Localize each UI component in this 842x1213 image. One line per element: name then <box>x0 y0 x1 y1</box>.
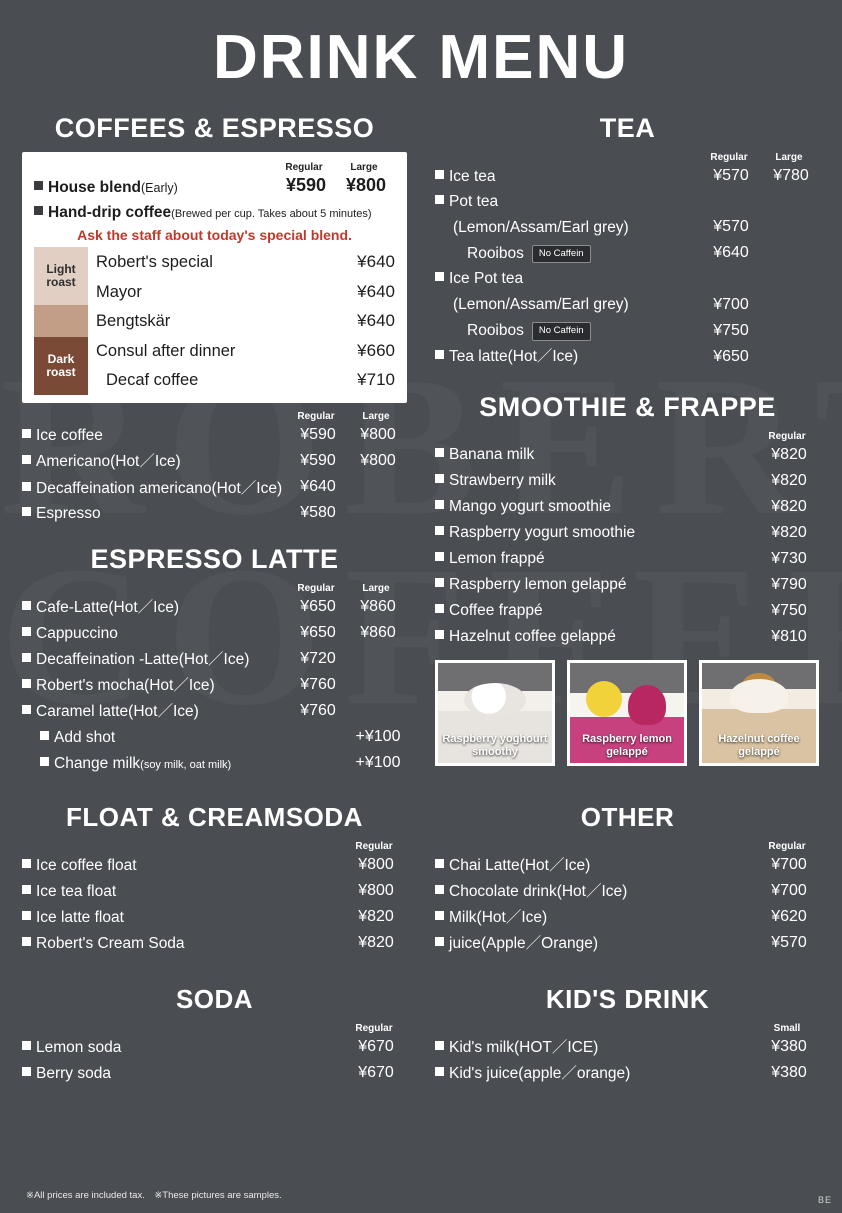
header-regular: Regular <box>355 1022 393 1034</box>
item-name: Banana milk <box>449 446 535 464</box>
no-caffein-badge: No Caffein <box>532 245 591 263</box>
float-column-headers <box>22 841 407 852</box>
other-section <box>421 792 820 956</box>
item-name: Pot tea <box>449 193 499 210</box>
item-name: (Lemon/Assam/Earl grey) <box>453 296 629 314</box>
item-name: Ice tea float <box>36 882 117 900</box>
tea-items <box>435 163 820 370</box>
menu-row <box>22 878 407 904</box>
item-name: Hazelnut coffee gelappé <box>449 628 616 646</box>
footnote: ※All prices are included tax. ※These pictures are samples. <box>26 1190 282 1201</box>
kids-section <box>421 974 820 1086</box>
menu-row <box>435 240 820 266</box>
menu-row <box>435 214 820 240</box>
menu-row <box>22 698 407 724</box>
roast-mid-band <box>34 305 88 337</box>
header-regular: Regular <box>768 430 806 442</box>
menu-row <box>435 292 820 318</box>
menu-row <box>435 598 820 624</box>
menu-row <box>22 620 407 646</box>
menu-row <box>96 277 395 307</box>
price-regular: ¥720 <box>300 649 336 667</box>
bullet-square-icon <box>435 500 444 509</box>
price-regular: ¥570 <box>771 933 807 951</box>
menu-row-option <box>22 724 407 750</box>
price-regular: ¥650 <box>713 347 749 365</box>
no-caffein-badge: No Caffein <box>532 322 591 340</box>
price-regular: ¥820 <box>771 523 807 541</box>
header-large: Large <box>775 152 803 163</box>
price-regular: ¥700 <box>713 295 749 313</box>
item-name: Tea latte(Hot／Ice) <box>449 348 579 366</box>
price-regular: ¥650 <box>300 597 336 615</box>
photo-raspberry-lemon-gelappe <box>567 660 687 766</box>
section-title-coffees: COFFEES & ESPRESSO <box>54 113 375 143</box>
bullet-square-icon <box>435 474 444 483</box>
soda-items <box>22 1034 407 1086</box>
menu-row <box>435 624 820 650</box>
item-name: Mango yogurt smoothie <box>449 498 611 516</box>
bullet-square-icon <box>435 911 444 920</box>
header-regular: Regular <box>768 840 806 852</box>
menu-row <box>435 1060 820 1086</box>
item-name: Ice coffee float <box>36 856 137 874</box>
bullet-square-icon <box>435 885 444 894</box>
menu-row <box>435 494 820 520</box>
menu-row <box>22 1060 407 1086</box>
price-regular: ¥570 <box>713 167 749 184</box>
menu-row <box>435 468 820 494</box>
price-regular: ¥670 <box>358 1063 394 1081</box>
menu-row-option <box>22 750 407 776</box>
item-name: Cappuccino <box>36 624 118 642</box>
bullet-square-icon <box>435 526 444 535</box>
menu-row <box>22 904 407 930</box>
menu-row <box>22 930 407 956</box>
bullet-square-icon <box>435 448 444 457</box>
item-name: Americano(Hot／Ice) <box>36 452 181 470</box>
page-title: DRINK MENU <box>212 23 630 92</box>
price-regular: ¥640 <box>300 477 336 495</box>
roast-light-label: Light roast <box>34 247 88 305</box>
price-large: ¥860 <box>360 597 396 615</box>
item-name: Mayor <box>96 282 142 301</box>
right-column <box>421 103 820 776</box>
menu-row <box>22 852 407 878</box>
item-name: Robert's mocha(Hot／Ice) <box>36 676 215 694</box>
bullet-square-icon <box>22 507 31 516</box>
roast-dark-label: Dark roast <box>34 337 88 395</box>
coffee-column-headers <box>22 411 407 422</box>
section-title-tea: TEA <box>599 113 656 143</box>
price-regular: ¥590 <box>300 451 336 469</box>
menu-row <box>435 520 820 546</box>
item-name: juice(Apple／Orange) <box>449 934 599 952</box>
menu-row <box>22 646 407 672</box>
item-name: (Lemon/Assam/Earl grey) <box>453 219 629 236</box>
smoothie-photos <box>435 660 820 766</box>
item-name: Chai Latte(Hot／Ice) <box>449 856 591 874</box>
photo-caption: Raspberry lemon gelappé <box>582 733 672 758</box>
price-regular: ¥790 <box>771 575 807 593</box>
price-regular: ¥620 <box>771 907 807 925</box>
price-regular: ¥650 <box>300 623 336 641</box>
section-title-float: FLOAT & CREAMSODA <box>66 801 363 832</box>
hand-drip-box <box>22 152 407 403</box>
header-large: Large <box>362 410 390 422</box>
bullet-square-icon <box>22 601 31 610</box>
item-price: ¥640 <box>357 252 395 272</box>
price-regular: ¥590 <box>300 425 336 443</box>
header-large: Large <box>350 162 378 173</box>
kids-column-headers <box>435 1023 820 1034</box>
section-title-smoothie: SMOOTHIE & FRAPPE <box>479 391 776 422</box>
item-price: ¥640 <box>357 281 395 301</box>
header-large: Large <box>362 582 390 594</box>
menu-row <box>22 500 407 526</box>
menu-row <box>435 318 820 344</box>
section-title-other: OTHER <box>580 801 675 832</box>
bullet-square-icon <box>34 181 43 190</box>
price-regular: ¥800 <box>358 855 394 873</box>
price-regular: ¥820 <box>771 445 807 463</box>
bullet-square-icon <box>435 578 444 587</box>
bullet-square-icon <box>22 885 31 894</box>
bullet-square-icon <box>435 859 444 868</box>
coffee-items <box>22 422 407 526</box>
price-large: ¥800 <box>360 451 396 469</box>
bullet-square-icon <box>435 195 444 204</box>
item-name: Ice coffee <box>36 426 103 444</box>
item-price: ¥660 <box>357 340 395 360</box>
bullet-square-icon <box>435 937 444 946</box>
menu-row <box>22 422 407 448</box>
price-regular: ¥760 <box>300 675 336 693</box>
price-regular: ¥820 <box>771 497 807 515</box>
menu-row <box>435 189 820 214</box>
item-name: Milk(Hot／Ice) <box>449 908 548 926</box>
bullet-square-icon <box>435 630 444 639</box>
item-note: (Early) <box>141 180 178 195</box>
item-name: Cafe-Latte(Hot／Ice) <box>36 598 179 616</box>
price-regular: ¥820 <box>771 471 807 489</box>
price-large: ¥860 <box>360 623 396 641</box>
item-name: Espresso <box>36 504 101 522</box>
price-regular: ¥670 <box>358 1037 394 1055</box>
bullet-square-icon <box>22 482 31 491</box>
section-title-kids: KID'S DRINK <box>545 983 710 1014</box>
smoothie-items <box>435 442 820 650</box>
float-section <box>22 792 421 956</box>
price-small: ¥380 <box>771 1063 807 1081</box>
menu-row <box>96 306 395 336</box>
item-name: Consul after dinner <box>96 341 236 360</box>
menu-columns-bottom <box>0 974 842 1086</box>
latte-items <box>22 594 407 776</box>
corner-mark: BE <box>817 1195 832 1205</box>
menu-row <box>22 474 407 500</box>
menu-row <box>435 266 820 291</box>
item-price: ¥710 <box>357 370 395 390</box>
item-name: Decaf coffee <box>106 371 199 389</box>
menu-row <box>22 672 407 698</box>
menu-row <box>435 572 820 598</box>
menu-row <box>96 365 395 395</box>
menu-row <box>435 878 820 904</box>
section-title-espresso-latte: ESPRESSO LATTE <box>90 543 339 574</box>
price-regular: ¥570 <box>713 218 749 236</box>
price-regular: ¥700 <box>771 881 807 899</box>
soda-column-headers <box>22 1023 407 1034</box>
menu-row <box>435 546 820 572</box>
menu-row <box>435 442 820 468</box>
menu-row <box>22 594 407 620</box>
bullet-square-icon <box>22 653 31 662</box>
price-regular: ¥760 <box>300 701 336 719</box>
item-name: Berry soda <box>36 1064 111 1082</box>
item-note: (Brewed per cup. Takes about 5 minutes) <box>171 208 372 220</box>
bullet-square-icon <box>435 170 444 179</box>
header-regular: Regular <box>285 162 323 173</box>
bullet-square-icon <box>435 604 444 613</box>
menu-row <box>435 344 820 370</box>
option-name: Change milk <box>54 754 141 772</box>
item-name: Hand-drip coffee <box>48 204 172 221</box>
price-regular: ¥700 <box>771 855 807 873</box>
bullet-square-icon <box>22 627 31 636</box>
price-regular: ¥750 <box>771 601 807 619</box>
bullet-square-icon <box>22 911 31 920</box>
header-regular: Regular <box>710 152 748 163</box>
bullet-square-icon <box>435 1067 444 1076</box>
item-name: Rooibos <box>467 245 524 262</box>
soda-section <box>22 974 421 1086</box>
special-blend-note: Ask the staff about today's special blend. <box>77 227 352 244</box>
item-name: House blend <box>48 178 142 196</box>
bullet-square-icon <box>40 731 49 740</box>
tea-column-headers <box>435 152 820 163</box>
photo-hazelnut-coffee-gelappe <box>699 660 819 766</box>
bullet-square-icon <box>22 1067 31 1076</box>
header-regular: Regular <box>297 582 335 594</box>
price-regular: ¥820 <box>358 907 394 925</box>
price-large: ¥780 <box>773 167 809 184</box>
menu-row <box>34 171 395 200</box>
bullet-square-icon <box>22 859 31 868</box>
price-regular: ¥590 <box>285 175 327 195</box>
bullet-square-icon <box>34 206 43 215</box>
bullet-square-icon <box>435 350 444 359</box>
item-name: Chocolate drink(Hot／Ice) <box>449 882 628 900</box>
item-name: Kid's milk(HOT／ICE) <box>449 1038 599 1056</box>
bullet-square-icon <box>22 679 31 688</box>
roast-list <box>34 247 395 395</box>
item-name: Lemon frappé <box>449 550 545 568</box>
menu-row <box>34 200 395 225</box>
price-regular: ¥580 <box>300 503 336 521</box>
option-price: +¥100 <box>355 753 401 771</box>
left-column <box>22 103 421 776</box>
item-name: Raspberry yogurt smoothie <box>449 524 636 542</box>
price-regular: ¥800 <box>358 881 394 899</box>
price-regular: ¥810 <box>771 627 807 645</box>
header-regular: Regular <box>355 840 393 852</box>
price-regular: ¥820 <box>358 933 394 951</box>
item-name: Ice latte float <box>36 908 124 926</box>
item-name: Rooibos <box>467 322 524 340</box>
price-large: ¥800 <box>360 425 396 443</box>
menu-row <box>435 163 820 189</box>
bullet-square-icon <box>22 937 31 946</box>
price-large: ¥800 <box>345 175 387 195</box>
bullet-square-icon <box>22 1041 31 1050</box>
item-name: Robert's Cream Soda <box>36 934 185 952</box>
float-items <box>22 852 407 956</box>
item-name: Raspberry lemon gelappé <box>449 576 627 594</box>
price-regular: ¥730 <box>771 549 807 567</box>
menu-row <box>435 904 820 930</box>
menu-row <box>96 336 395 366</box>
kids-items <box>435 1034 820 1086</box>
bullet-square-icon <box>22 455 31 464</box>
price-regular: ¥640 <box>713 244 749 262</box>
menu-row <box>22 1034 407 1060</box>
bullet-square-icon <box>22 429 31 438</box>
latte-column-headers <box>22 583 407 594</box>
bullet-square-icon <box>435 1041 444 1050</box>
menu-row <box>96 247 395 277</box>
menu-columns-middle <box>0 792 842 956</box>
option-price: +¥100 <box>355 727 401 745</box>
menu-columns-top <box>0 103 842 776</box>
menu-row <box>435 1034 820 1060</box>
menu-row <box>435 852 820 878</box>
photo-caption: Raspberry yoghourt smoothy <box>442 733 548 758</box>
header-small: Small <box>773 1022 801 1034</box>
menu-row <box>22 448 407 474</box>
section-title-soda: SODA <box>175 983 254 1014</box>
other-column-headers <box>435 841 820 852</box>
photo-raspberry-yoghourt-smoothy <box>435 660 555 766</box>
bullet-square-icon <box>22 705 31 714</box>
item-name: Bengtskär <box>96 312 171 330</box>
option-name: Add shot <box>54 728 116 746</box>
item-price: ¥640 <box>357 311 395 331</box>
bullet-square-icon <box>435 272 444 281</box>
photo-caption: Hazelnut coffee gelappé <box>718 733 800 758</box>
other-items <box>435 852 820 956</box>
smoothie-column-headers <box>435 431 820 442</box>
header-regular: Regular <box>297 410 335 422</box>
bullet-square-icon <box>40 757 49 766</box>
roast-scale <box>34 247 88 395</box>
bullet-square-icon <box>435 552 444 561</box>
item-name: Kid's juice(apple／orange) <box>449 1064 631 1082</box>
price-small: ¥380 <box>771 1037 807 1055</box>
item-name: Coffee frappé <box>449 602 543 620</box>
item-name: Robert's special <box>96 253 213 271</box>
item-name: Lemon soda <box>36 1038 122 1056</box>
item-name: Ice tea <box>449 167 496 185</box>
item-name: Strawberry milk <box>449 472 556 490</box>
item-name: Decaffeination -Latte(Hot／Ice) <box>36 650 250 668</box>
item-name: Decaffeination americano(Hot／Ice) <box>36 480 283 498</box>
menu-row <box>435 930 820 956</box>
price-regular: ¥750 <box>713 321 749 339</box>
item-name: Caramel latte(Hot／Ice) <box>36 702 199 720</box>
item-name: Ice Pot tea <box>449 270 524 288</box>
option-note: (soy milk, oat milk) <box>140 758 232 771</box>
